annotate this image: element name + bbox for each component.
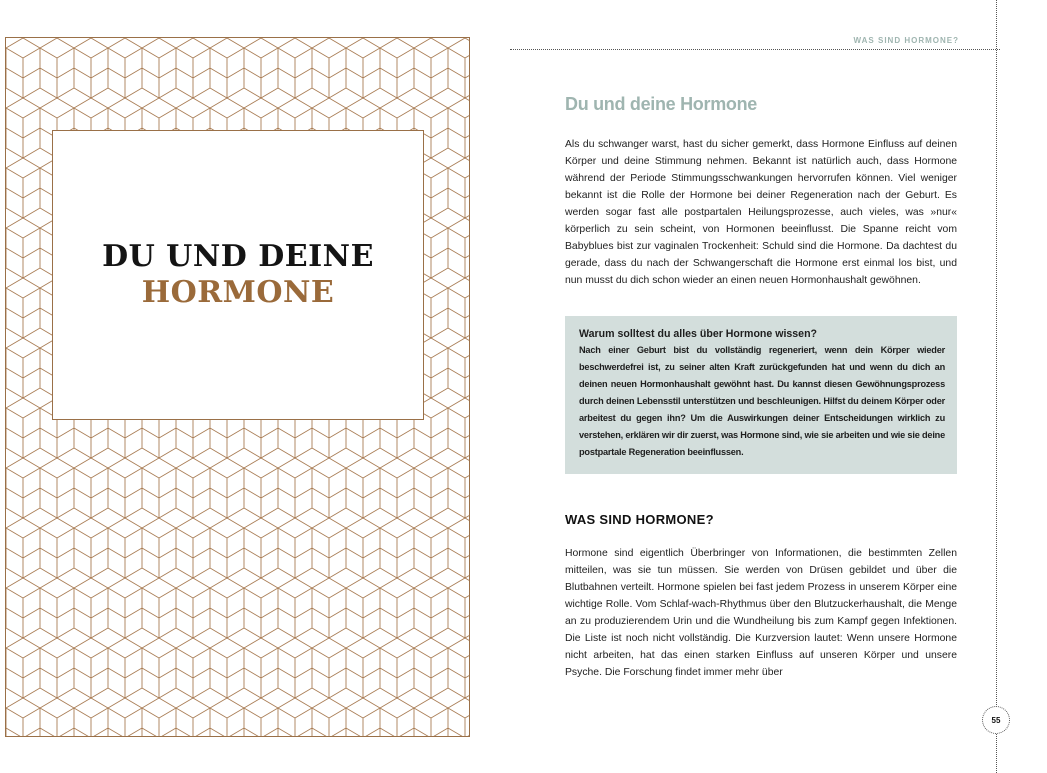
info-box (565, 316, 957, 474)
cover-title-line2: HORMONE (141, 275, 335, 310)
left-page-cover (5, 37, 470, 737)
subheading: WAS SIND HORMONE? (565, 512, 714, 527)
page-number: 55 (982, 706, 1010, 734)
section-title: Du und deine Hormone (565, 94, 758, 114)
info-box-text: Nach einer Geburt bist du vollständig regeneriert, wenn dein Körper wieder beschwerdefrei ist, zu seiner alten Kraft zurückgefunden hat und wenn du dich an deinen neuen Hormonhaushalt gewöhnt hast. Du kannst diesen Gewöhnungsprozess durch deinen Lebensstil unterstützen und beschleunigen. Hilfst du deinem Körper oder arbeitest du gegen ihn? Um die Auswirkungen deiner Entscheidungen wirklich zu verstehen, erklären wir dir zuerst, was Hormone sind, wie sie arbeiten und wie sie deine postpartale Regeneration beeinflussen. (579, 345, 945, 457)
running-head: WAS SIND HORMONE? (853, 36, 959, 45)
info-box-title: Warum solltest du alles über Hormone wissen? (579, 328, 818, 340)
cover-title-box (52, 130, 424, 420)
second-paragraph: Hormone sind eigentlich Überbringer von Informationen, die bestimmten Zellen mitteilen, was sie tun müssen. Sie werden von Drüsen gebildet und über die Blutbahnen verteilt. Hormone spielen bei fast jedem Prozess in unserem Körper eine wichtige Rolle. Vom Schlaf-wach-Rhythmus über den Blutzuckerhaushalt, die Menge an zu produzierendem Urin und die Wundheilung bis zum Kampf gegen Infektionen. Die Liste ist noch nicht vollständig. Die Kurzversion lautet: Wenn unsere Hormone nicht arbeiten, hat das einen starken Einfluss auf unseren Körper und unsere Psyche. Die Forschung findet immer mehr über (565, 548, 957, 678)
cover-title-line1: DU UND DEINE (102, 239, 374, 274)
intro-paragraph: Als du schwanger warst, hast du sicher gemerkt, dass Hormone Einfluss auf deinen Körper und deine Stimmung nehmen. Bekannt ist natürlich auch, dass Hormone während der Periode Stimmungsschwankungen hervorrufen können. Viel weniger bekannt ist die Rolle der Hormone bei deiner Regeneration nach der Geburt. Es werden sogar fast alle postpartalen Heilungsprozesse, auch vieles, was »nur« körperlich zu sein scheint, von Hormonen beeinflusst. Die Spanne reicht vom Babyblues bist zur vaginalen Trockenheit: Schuld sind die Hormone. Da dachtest du gerade, dass du nach der Schwangerschaft die Hormone erst einmal los bist, und nun musst du dich schon wieder an einen neuen Hormonhaushalt gewöhnen. (565, 139, 957, 286)
vertical-dotted-rule (996, 0, 997, 773)
top-dotted-rule (510, 49, 1000, 50)
